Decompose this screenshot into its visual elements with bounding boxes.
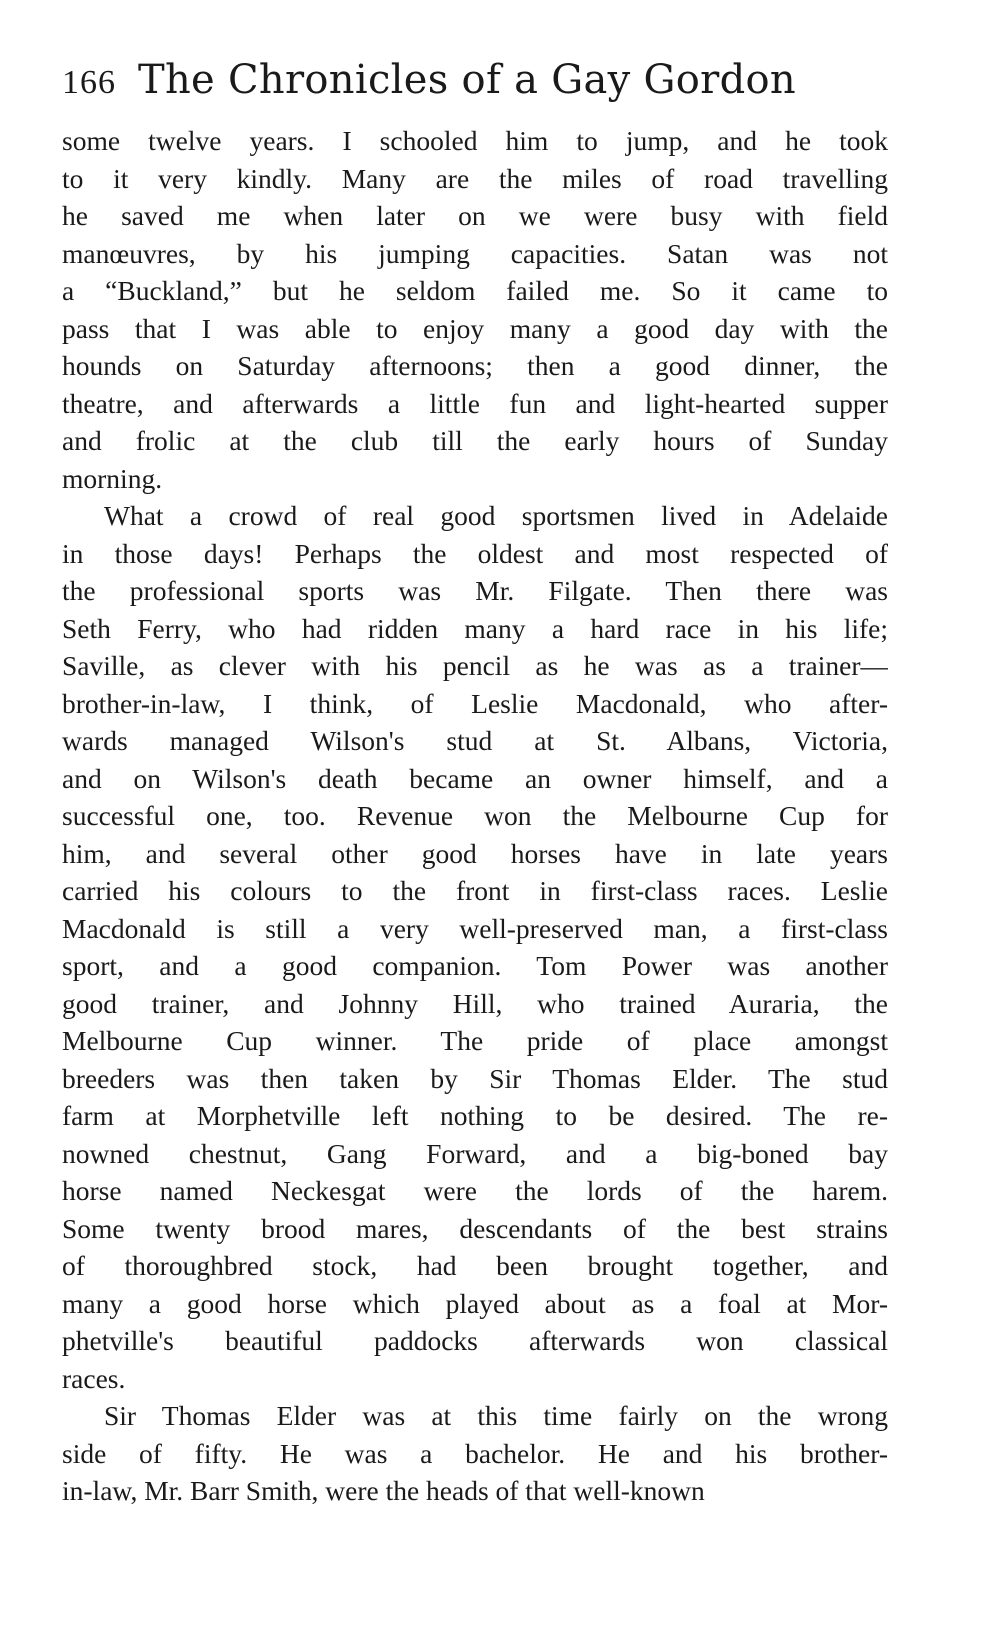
text-line: breeders was then taken by Sir Thomas Elder. The stud [62,1062,888,1094]
text-line: phetville's beautiful paddocks afterwards won classical [62,1325,888,1356]
text-line: wards managed Wilson's stud at St. Albans, Victoria, [62,725,888,756]
text-line: in-law, Mr. Barr Smith, were the heads of that well-known [62,1475,705,1506]
running-head [62,50,892,110]
text-line: he saved me when later on we were busy with field [62,200,888,231]
text-line: farm at Morphetville left nothing to be desired. The re- [62,1100,888,1131]
text-line: brother-in-law, I think, of Leslie Macdonald, who after- [62,687,888,719]
text-line: What a crowd of real good sportsmen lived in Adelaide [104,500,888,531]
text-line: Some twenty brood mares, descendants of the best strains [62,1212,888,1244]
text-line: some twelve years. I schooled him to jump, and he took [62,125,888,156]
text-line: the professional sports was Mr. Filgate. Then there was [62,575,888,606]
text-line: in those days! Perhaps the oldest and most respected of [62,537,888,569]
paragraph [62,1397,888,1510]
text-line: Saville, as clever with his pencil as he was as a trainer— [62,650,888,681]
text-line: morning. [62,462,163,494]
book-title: The Chronicles of a Gay Gordon [138,57,796,103]
paragraph [62,122,888,497]
text-line: many a good horse which played about as a foal at Mor- [62,1287,888,1319]
text-line: a “Buckland,” but he seldom failed me. So it came to [62,275,888,306]
page-number: 166 [62,64,116,101]
text-line: theatre, and afterwards a little fun and light-hearted supper [62,387,888,419]
body-text [62,122,888,1510]
text-line: races. [62,1362,126,1394]
paragraph [62,497,888,1397]
text-line: him, and several other good horses have in late years [62,837,888,869]
text-line: horse named Neckesgat were the lords of the harem. [62,1175,888,1206]
text-line: pass that I was able to enjoy many a good day with the [62,312,888,344]
text-line: Seth Ferry, who had ridden many a hard race in his life; [62,612,888,644]
text-line: and on Wilson's death became an owner himself, and a [62,762,888,794]
text-line: of thoroughbred stock, had been brought together, and [62,1250,888,1281]
text-line: successful one, too. Revenue won the Melbourne Cup for [62,800,888,831]
text-line: carried his colours to the front in first-class races. Leslie [62,875,888,906]
text-line: Macdonald is still a very well-preserved man, a first-class [62,912,888,944]
text-line: manœuvres, by his jumping capacities. Satan was not [62,237,888,269]
text-line: good trainer, and Johnny Hill, who trained Auraria, the [62,987,888,1019]
text-line: to it very kindly. Many are the miles of road travelling [62,162,888,194]
text-line: and frolic at the club till the early hours of Sunday [62,425,888,456]
text-line: Sir Thomas Elder was at this time fairly on the wrong [104,1400,888,1431]
text-line: nowned chestnut, Gang Forward, and a big-boned bay [62,1137,888,1169]
text-line: hounds on Saturday afternoons; then a good dinner, the [62,350,888,381]
text-line: sport, and a good companion. Tom Power was another [62,950,888,981]
text-line: Melbourne Cup winner. The pride of place amongst [62,1025,888,1056]
text-line: side of fifty. He was a bachelor. He and his brother- [62,1437,888,1469]
